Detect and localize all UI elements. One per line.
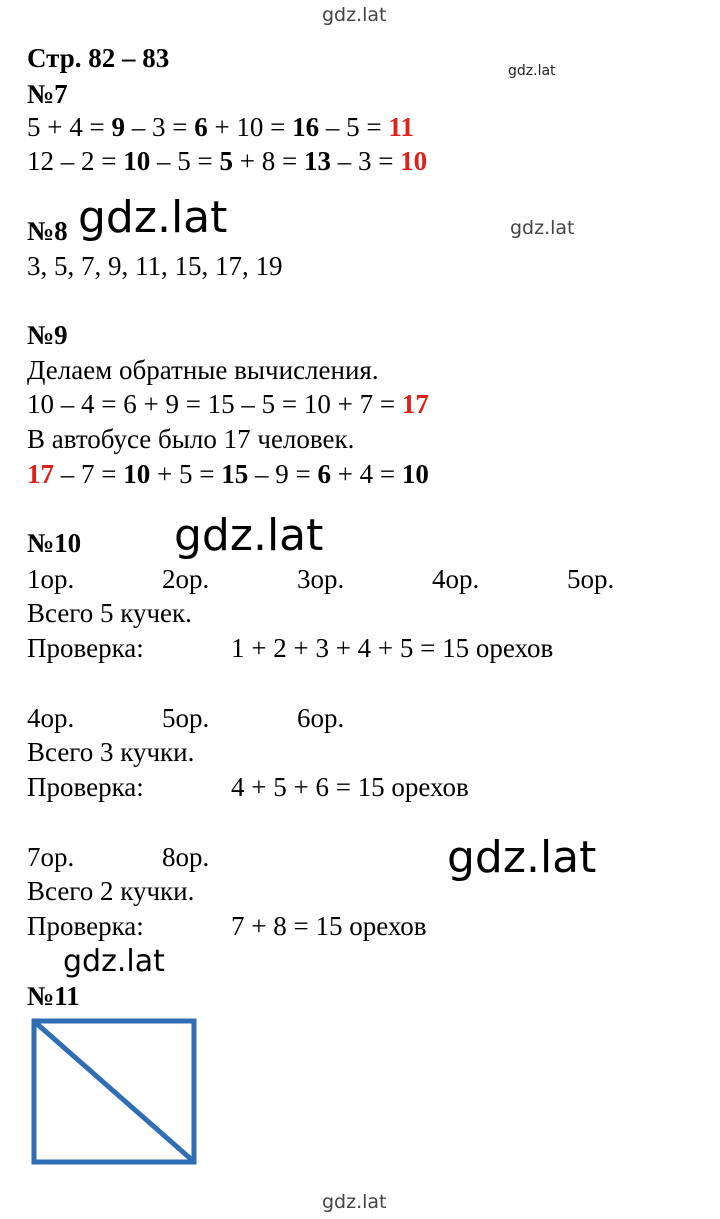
exercise-9-title: №9 xyxy=(27,320,68,350)
expression-text: – 3 = xyxy=(124,112,195,142)
intermediate-number: 15 xyxy=(221,459,249,489)
exercise-7-title: №7 xyxy=(27,79,68,109)
square-with-diagonal-figure xyxy=(30,1017,200,1167)
group-2-total: Всего 3 кучки. xyxy=(27,737,195,767)
exercise-7-line-1 xyxy=(27,114,414,141)
watermark-top: gdz.lat xyxy=(322,4,387,26)
watermark-small: gdz.lat xyxy=(508,63,556,79)
intermediate-number: 10 xyxy=(401,459,429,489)
pile-label: 6ор. xyxy=(297,703,345,733)
expression-text: + 5 = xyxy=(150,459,222,489)
expression-text: – 3 = xyxy=(330,146,401,176)
group-1-check: 1 + 2 + 3 + 4 + 5 = 15 орехов xyxy=(231,633,554,663)
pile-label: 7ор. xyxy=(27,842,75,872)
exercise-9-statement: В автобусе было 17 человек. xyxy=(27,424,355,454)
expression-text: – 9 = xyxy=(248,459,318,489)
exercise-8-answer: 3, 5, 7, 9, 11, 15, 17, 19 xyxy=(27,251,283,281)
answer-number: 17 xyxy=(401,389,429,419)
group-3-check: 7 + 8 = 15 орехов xyxy=(231,911,427,941)
pile-label: 5ор. xyxy=(162,703,210,733)
intermediate-number: 6 xyxy=(194,112,208,142)
intermediate-number: 6 xyxy=(317,459,331,489)
intermediate-number: 10 xyxy=(123,146,151,176)
exercise-9-line-1 xyxy=(27,391,429,418)
expression-text: 12 – 2 = xyxy=(27,146,124,176)
watermark-large-2: gdz.lat xyxy=(174,510,324,561)
page-reference: Стр. 82 – 83 xyxy=(27,43,170,73)
expression-text: 10 – 4 = 6 + 9 = 15 – 5 = 10 + 7 = xyxy=(27,389,402,419)
intermediate-number: 5 xyxy=(219,146,233,176)
expression-text: 5 + 4 = xyxy=(27,112,112,142)
exercise-9-line-2 xyxy=(27,461,429,488)
expression-text: + 4 = xyxy=(330,459,402,489)
answer-number: 11 xyxy=(388,112,414,142)
watermark-right: gdz.lat xyxy=(510,217,575,239)
exercise-8-title: №8 xyxy=(27,216,68,246)
pile-label: 4ор. xyxy=(27,703,75,733)
pile-label: 1ор. xyxy=(27,564,75,594)
watermark-large-1: gdz.lat xyxy=(78,192,228,243)
diagonal-line xyxy=(36,1023,192,1160)
group-3-check-label: Проверка: xyxy=(27,911,144,941)
group-2-check: 4 + 5 + 6 = 15 орехов xyxy=(231,772,469,802)
watermark-bottom: gdz.lat xyxy=(322,1191,387,1213)
expression-text: – 5 = xyxy=(319,112,389,142)
group-3-total: Всего 2 кучки. xyxy=(27,876,195,906)
intermediate-number: 10 xyxy=(123,459,151,489)
exercise-9-note: Делаем обратные вычисления. xyxy=(27,355,379,385)
pile-label: 5ор. xyxy=(567,564,615,594)
exercise-11-title: №11 xyxy=(27,981,80,1011)
intermediate-number: 13 xyxy=(303,146,331,176)
pile-label: 4ор. xyxy=(432,564,480,594)
group-1-check-label: Проверка: xyxy=(27,633,144,663)
expression-text: + 8 = xyxy=(232,146,304,176)
group-2-check-label: Проверка: xyxy=(27,772,144,802)
watermark-large-3: gdz.lat xyxy=(447,832,597,883)
exercise-7-line-2 xyxy=(27,148,427,175)
intermediate-number: 9 xyxy=(111,112,125,142)
expression-text: – 7 = xyxy=(54,459,124,489)
pile-label: 2ор. xyxy=(162,564,210,594)
intermediate-number: 16 xyxy=(292,112,320,142)
answer-number: 10 xyxy=(400,146,428,176)
exercise-10-title: №10 xyxy=(27,528,82,558)
expression-text: + 10 = xyxy=(207,112,293,142)
watermark-medium: gdz.lat xyxy=(63,944,165,979)
expression-text: – 5 = xyxy=(150,146,220,176)
pile-label: 3ор. xyxy=(297,564,345,594)
pile-label: 8ор. xyxy=(162,842,210,872)
answer-number: 17 xyxy=(27,459,54,489)
group-1-total: Всего 5 кучек. xyxy=(27,598,192,628)
